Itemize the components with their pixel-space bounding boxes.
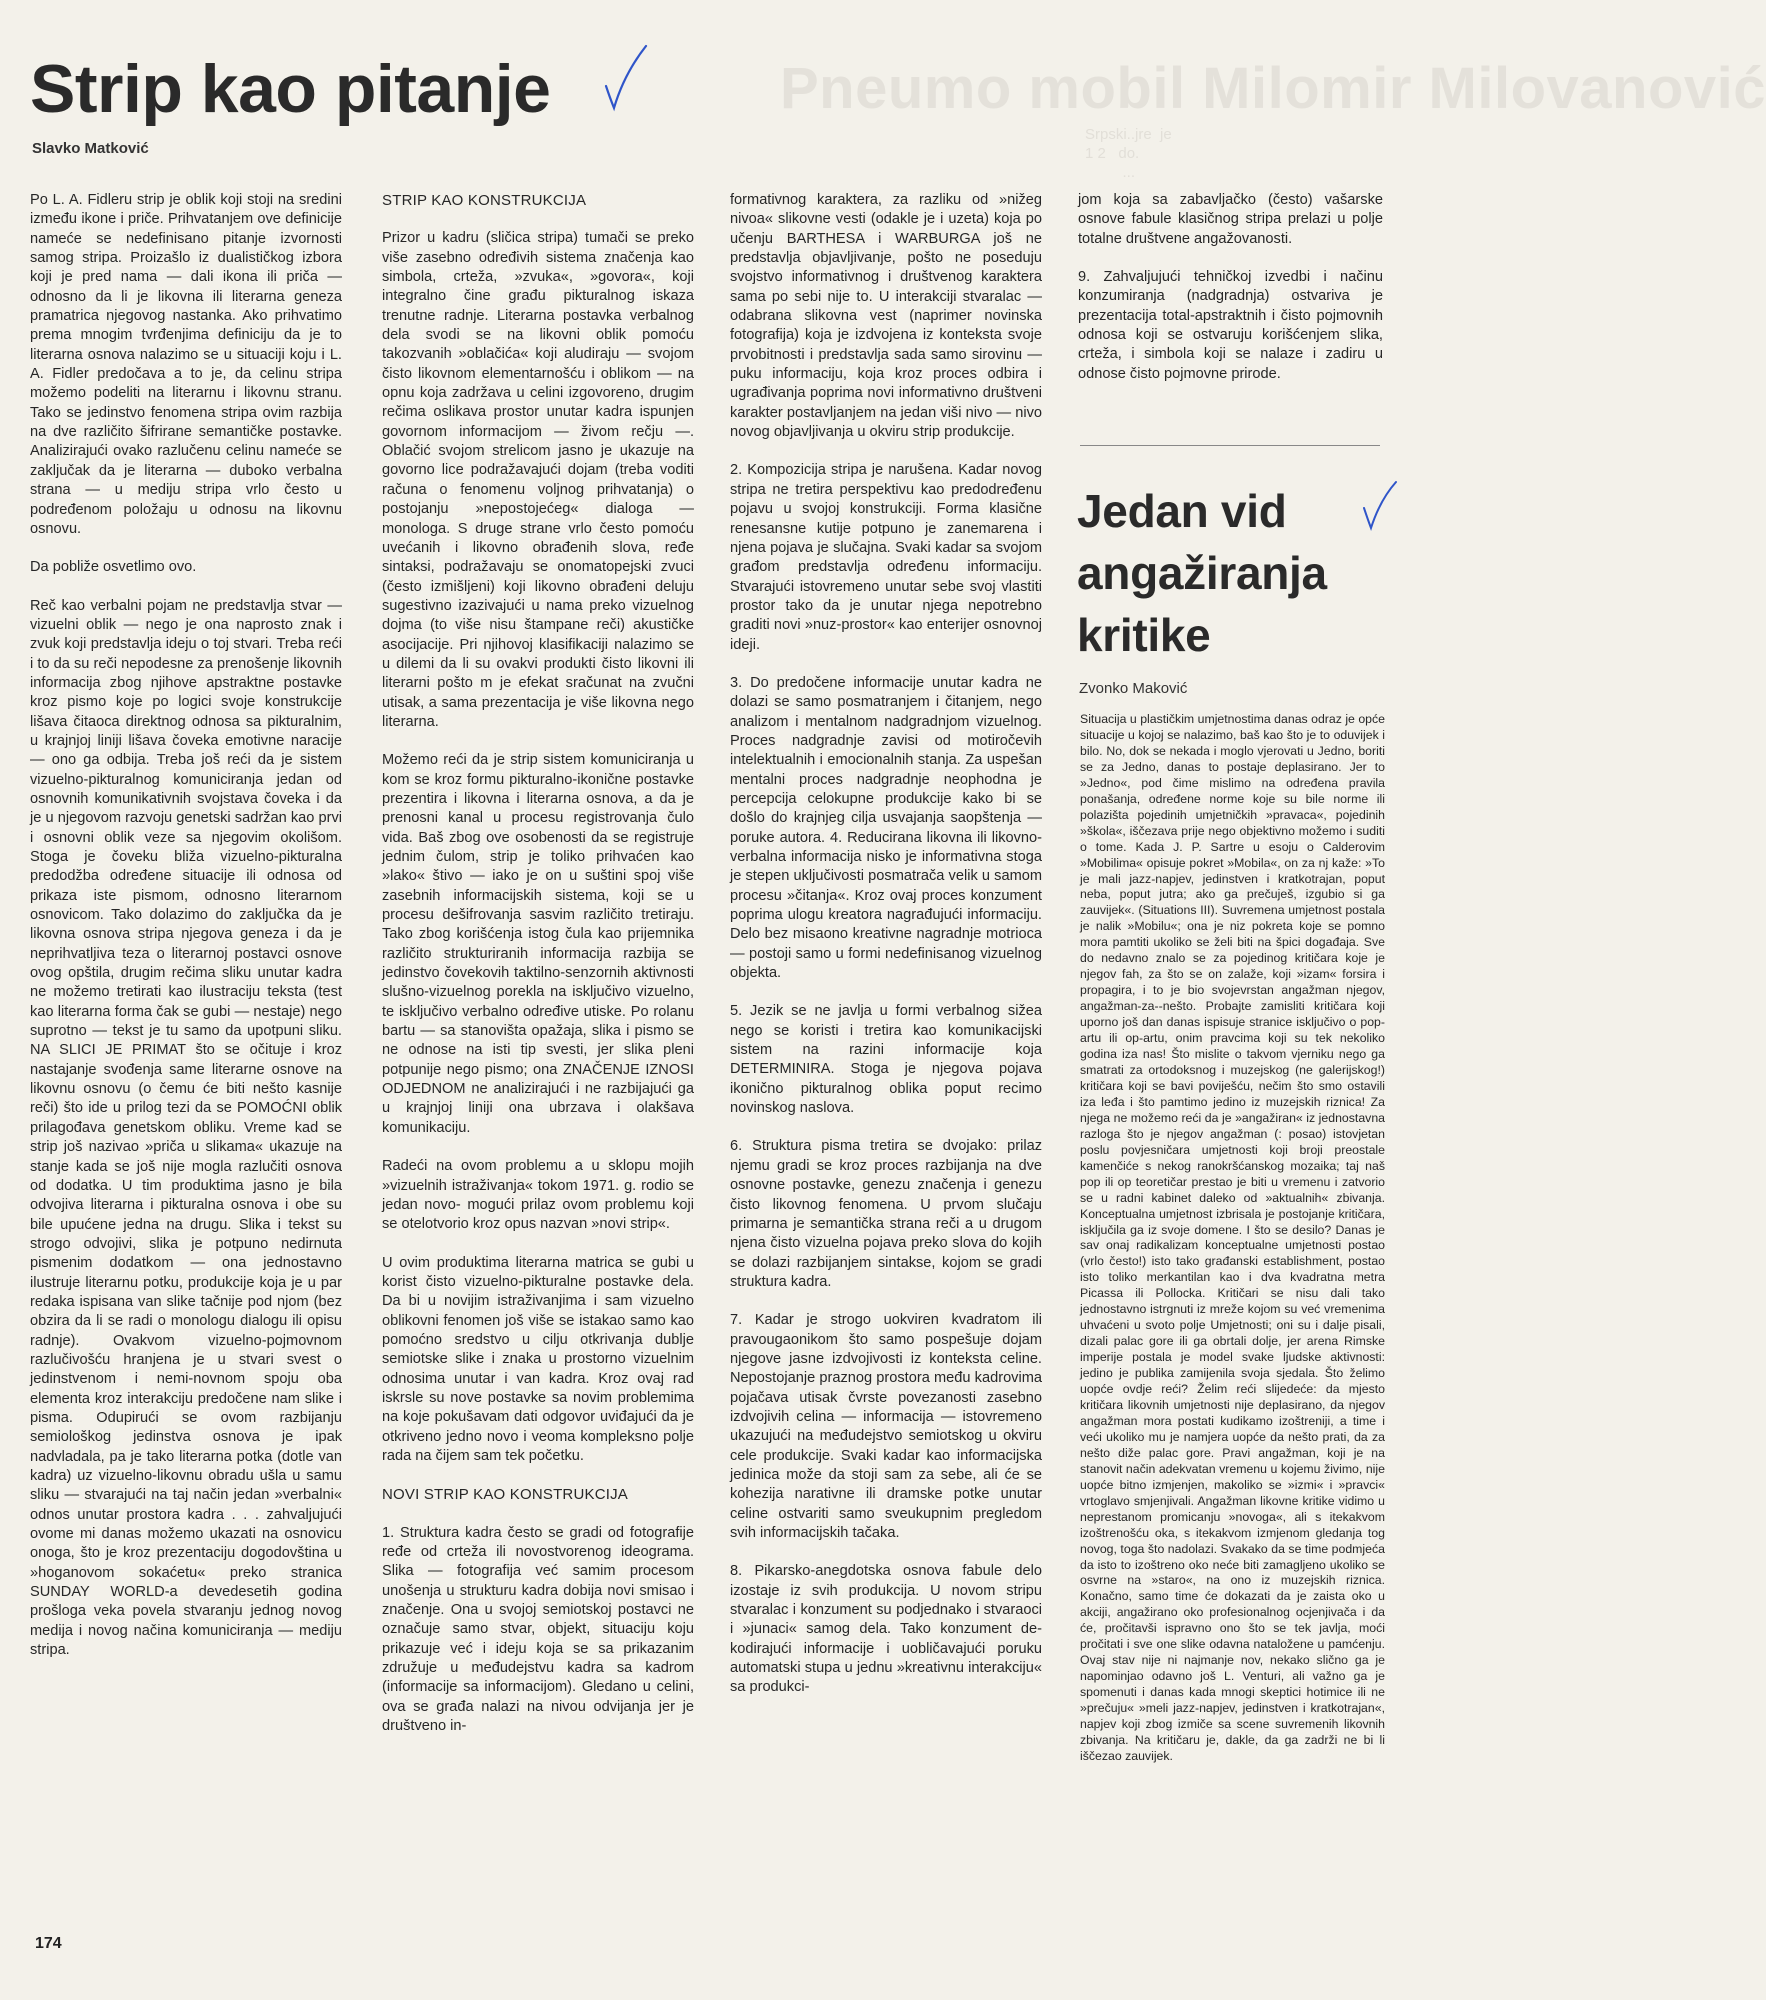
paragraph: 1. Struktura kadra često se gradi od fotografije ređe od crteža ili novostvorenog ideograma. Slika — fotografija već samim procesom unošenja u strukturu kadra dobija novi smisao i značenje. Ona u svojoj semiotskoj postavci ne označuje samo stvar, objekt, situaciju koju prikazuje već i ideju koja se sa prikazanim združuje u međudejstvu kadra sa kadrom (informacije sa informacijom). Gledano u celini, ova se građa nalazi na nivou odvijanja jer je društveno in- [382,1524,694,1735]
paragraph: Radeći na ovom problemu a u sklopu mojih »vizuelnih istraživanja« tokom 1971. g. rodio se jedan novo- mogući prilaz ovom problemu koji se otelotvorio kroz opus nazvan »novi strip«. [382,1158,694,1233]
checkmark-icon [602,42,650,114]
article2-title: Jedan vid angažiranja kritike [1077,485,1327,661]
paragraph: 2. Kompozicija stripa je narušena. Kadar novog stripa ne tretira perspektivu kao predodređenu pojavu u svojoj konstrukciji. Forma klasične renesansne kutije potpuno je zanemarena i njena pojava je slučajna. Svaki kadar sa svojom građom predstavlja određenu informaciju. Stvarajući istovremeno unutar sebe svoj vlastiti prostor tako da je unutar njega nepotrebno graditi novi »nuz-prostor« kao enterijer osnovnoj ideji. [730,462,1042,653]
article-column-4 [1078,191,1383,403]
section-divider [1080,445,1380,446]
paragraph: U ovim produktima literarna matrica se gubi u korist čisto vizuelno-pikturalne postavke dela. Da bi u novijim istraživanjima i sam vizuelno oblikovni fenomen još više se istakao samo kao pomoćno sredstvo u cilju otkrivanja dublje semiotske slike i znaka u prostorno vizuelnim odnosima unutar i van kadra. Kroz ovaj rad iskrsle su nove postavke sa novim problemima na koje pokušavam dati odgovor uviđajući da je otkriveno jedno novo i veoma kompleksno polje rada na čijem sam tek početku. [382,1254,694,1464]
article2-body [1080,712,1385,1765]
bleed-through-text: Srpski..jre je 1 2 do. ... [1085,126,1172,181]
paragraph: 8. Pikarsko-anegdotska osnova fabule delo izostaje iz svih produkcija. U novom stripu stvaralac i konzument su podjednako i stvaraoci i »junaci« samog dela. Tako konzument de-kodirajući informacije i uobličavajući poruku automatski stupa u jednu »kreativnu interakciju« sa produkci- [730,1563,1042,1696]
paragraph: Možemo reći da je strip sistem komuniciranja u kom se kroz formu pikturalno-ikoničnе postavke prezentira i likovna i literarna osnova, a da je prenosni kanal u procesu registrovanja čulo vida. Baš zbog ove osobenosti da se registruje jednim čulom, strip je toliko prihvaćen kao »lako« štivo — iako je on u suštini spoj više zasebnih informacijskih sistema, koji se u procesu dešifrovanja sasvim različito tretiraju. Tako zbog korišćenja istog čula kao prijemnika različito strukturiranih informacija razbija se jedinstvo čovekovih taktilno-senzornih aktivnosti slušno-vizuelnog porekla na isključivo vizuelno, te isključivo verbalno određive utiske. Po rolanu bartu — sa stanovišta opažaja, slika i pismo se ne odnose na isti tip svesti, jer slika pleni potpunije nego pismo; ona ZNAČENJE IZNOSI ODJEDNOM ne analizirajući i ne razbijajući ga u krajnjoj liniji ona ubrzava i olakšava komunikaciju. [382,752,694,1136]
article-author: Slavko Matković [32,140,149,157]
article-column-1 [30,191,342,1679]
section-heading: STRIP KAO KONSTRUKCIJA [382,192,587,209]
paragraph: 5. Jezik se ne javlja u formi verbalnog sižea nego se koristi i tretira kao komunikacijski sistem na razini informacije koja DETERMINIRA. Stoga je njegova pojava ikonično pikturalnog oblika poput recimo novinskog naslova. [730,1003,1042,1117]
article-title: Strip kao pitanje [30,51,551,127]
paragraph: formativnog karaktera, za razliku od »nižeg nivoa« slikovne vesti (odakle je i uzeta) koja po učenju BARTHESA i WARBURGA još ne predstavlja objavljivanje, pošto ne poseduju svojstvo informativnog i društvenog karaktera sama po sebi nije to. U interakciji stvaralac — odabrana slikovna vest (naprimer novinska fotografija) koja je izdvojena iz konteksta svoje prvobitnosti i predstavlja sada samo sirovinu — puku informaciju, koja kroz proces odbira i ugrađivanja poprima novi informativno društveni karakter postavljanjem na jedan viši nivo — nivo novog objavljivanja u okviru strip produkcije. [730,192,1042,441]
article-column-3 [730,191,1042,1717]
section-heading: NOVI STRIP KAO KONSTRUKCIJA [382,1486,629,1504]
paragraph: 6. Struktura pisma tretira se dvojako: prilaz njemu gradi se kroz proces razbijanja na dve osnovne postavke, genezu značenja i genezu čisto likovnog fenomena. U prvom slučaju primarna je semantička strana reči a u drugom njena čisto vizuelna pojava preko slova do kojih se dolazi razbijanjem sintakse, kojom se gradi struktura kadra. [730,1138,1042,1290]
paragraph: jom koja sa zabavljačko (često) vašarske osnove fabule klasičnog stripa prelazi u polje totalne društvene angažovanosti. [1078,192,1383,247]
article-column-2 [382,191,694,1755]
paragraph: Da pobliže osvetlimo ovo. [30,559,197,576]
paragraph: Reč kao verbalni pojam ne predstavlja stvar — vizuelni oblik — nego je ona naprosto znak i zvuk koji predstavlja ideju o toj stvari. Treba reći i to da su reči nepodesne za prenošenje likovnih informacija zbog njihove apstraktne postavke kroz pismo koje po logici svoje konstrukcije lišava čitaoca direktnog odnosa sa pikturalnim, u krajnjoj liniji lišava čoveka emotivne naracije — ono ga odbija. Treba još reći da je sistem vizuelno-pikturalnog komuniciranja jedan od osnovnih komunikativnih svojstava čoveka i da je u njegovom razvoju genetski sadržan kao prvi i osnovni oblik veze sa njegovim okolišom. Stoga je čoveku bliža vizuelno-pikturalna predodžba određene situacije ili odnosa od prikaza iste pismom, odnosno literarnom osnovicom. Tako dolazimo do zaključka da je likovna osnova stripa njegova geneza i da je neprihvatljiva teza o literarnoj postavci osnove ovog opštila, drugim rečima sliku unutar kadra ne možemo tretirati kao ilustraciju teksta (test kao literarna forma čak se gubi — nestaje) nego suprotno — tekst je tu samo da upotpuni sliku. NA SLICI JE PRIMAT što se očituje i kroz nastajanje svođenja same literarne osnove na likovnu osnovu (o čemu će biti nešto kasnije reči) što ide u prilog tezi da se POMOĆNI oblik prilagođava genetskom obliku. Vreme kad se strip još nazivao »priča u slikama« ukazuje na stanje kada se još nije mogla razlučiti osnova od dodatka. U tim produktima jasno je bila odvojiva literarna i pikturalna osnova i obe su bile upućene jedna na drugu. Slika i tekst su strogo odvojivi, slika je potpuno nedirnuta pismenim dodatkom — ona jednostavno ilustruje literarnu potku, produkcije koja je u par redaka ispisana van slike tačnije pod njom (bez obzira da li se radi o monologu dialogu ili opisu radnje). Ovakvom vizuelno-pojmovnom razlučivošću hranjena je u stvari svest o jedinstvenom i nemi-novnom spoju oba elementa kroz interakciju predočene nam slike i pisma. Odupirući se ovom razbijanju semiološkog jedinstva osnova je ipak nadvladala, pa je tako literarna potka (dotle van kadra) uz vizuelno-likovnu obradu ušla u samu sliku — stvarajući na taj način jedan »verbalni« odnos unutar prostora kadra . . . zahvaljujući ovome mi danas možemo ukazati na osnovicu onoga, što je kroz prezentaciju dogodovština u »hoganovom sokaćetu« preko stranica SUNDAY WORLD-a devedesetih godina prošloga veka povela stvaranju jednog novog medija i novog načina komuniciranja — mediju stripa. [30,597,342,1659]
paragraph: Po L. A. Fidleru strip je oblik koji stoji na sredini između ikone i priče. Prihvatanjem ove definicije nameće se nedefinisano pitanje izvornosti samog stripa. Proizašlo iz dualističkog izbora koji je pred nama — dali ikona ili priča — odnosno da li je likovna ili literarna geneza pramatrica njegovog nastanka. Ako prihvatimo premа mnogim tvrđenjima definiciju da je to literarna osnova nalazimo se u situaciji koju i L. A. Fidler predočava a to je, da celinu stripa možemo podeliti na literarnu i likovnu stranu. Tako se jedinstvo fenomena stripa ovim razbija na dve različito šifrirane semantičke postavke. Analizirajući ovako razlučenu celinu nameće se zaključak da je literarna — duboko verbalna strana — u mediju stripa vrlo često u podređenom položaju u odnosu na likovnu osnovu. [30,192,342,537]
paragraph: 9. Zahvaljujući tehničkoj izvedbi i načinu konzumiranja (nadgradnja) ostvariva je prezentacija total-apstraktnih i čisto pojmovnih odnosa koji se ostvaruju korišćenjem slika, crteža, i simbola koji se nalaze i zadiru u odnose čisto pojmovne prirode. [1078,269,1383,382]
checkmark-icon [1360,478,1400,534]
paragraph: 3. Do predočene informacije unutar kadra ne dolazi se samo posmatranjem i čitanjem, nego analizom i mentalnom nadgradnjom vizuelnog. Proces nadgradnje zavisi od motiročevih intelektualnih i emocionalnih stanja. Za uspešan mentalni proces nadgradnje neophodna je percepcija celokupne produkcije kako bi se došlo do krajnjeg cilja usvajanja saopštenja — poruke autora. 4. Reducirana likovna ili likovno-verbalna informacija nisko je informativna stoga je stepen uključivosti posmatrača velik u samom procesu »čitanja«. Kroz ovaj proces konzument poprima ulogu kreatora nagrađujući informaciju. Delo bez misaono kreativne nagradnje motrioca — postoji samo u formi nedefinisanog vizuelnog objekta. [730,674,1042,982]
paragraph: Prizor u kadru (sličica stripa) tumači se preko više zasebno određivih sistema značenja kao simbola, crteža, »zvuka«, »govora«, koji integralno čine građu pikturalnog iskaza trenutne radnje. Literarna postavka verbalnog dela svodi se na likovni oblik pomoću takozvanih »oblačića« koji aludiraju — svojom čisto likovnom elementarnošću i oblikom — na opnu koja zadržava u celini izgovoreno, drugim rečima oslikava prostor unutar kadra ispunjen govornom informacijom — živom rečju —. Oblačić svojom strelicom jasno je ukazuje na govorno lice podražavajući dojam (treba voditi računa o fenomenu voljnog prihvatanja) o postojanju »nepostojećeg« dialoga — monologa. S druge strane vrlo često pomoću uvećanih i likovno obrađenih slova, ređe sintaksi, podražavaju se onomatopejski zvuci (često izmišljeni) koji likovno obrađeni deluju sugestivno izazivajući u nama preko vizuelnog dojma (to više nisu štampane reči) akustičke asocijacije. Pri njihovoj klasifikaciji nalazimo se u dilemi da li su ovakvi produkti čisto likovni ili literarni pošto m je efekat sračunat na zvučni utisak, a sama prezentacija je više likovna nego literarna. [382,230,694,730]
bleed-through-title: Pneumo mobil Milomir Milovanović [780,56,1766,121]
page-number: 174 [35,1935,62,1952]
paragraph: Situacija u plastičkim umjetnostima danas odraz je opće situacije u kojoj se nalazimo, baš kao što je to oduvijek i bilo. No, dok se nekada i moglo vjerovati u Jedno, boriti se za Jedno, danas to postaje deplasirano. Jer to »Jedno«, pod čime mislimo na određena pravila ponašanja, određene norme koje su bile norme ili polazišta pojedinih umjetničkih »pravaca«, pojedinih »škola«, iščezava prije nego objektivno možemo i suditi o tome. Kada J. P. Sartre u esoju o Calderovim »Mobilima« opisuje pokret »Mobila«, on za nj kaže: »To je mali jazz-napjev, jedinstven i kratkotrajan, poput neba, poput jutra; ako ga prečuješ, izgubio si ga zauvijek«. (Situations III). Suvremena umjetnost postala je nalik »Mobilu«; ona je niz pokreta koje se pomno mora pamtiti ukoliko se želi biti na špici događaja. Sve do nedavno znalo se za pojedinog kritičara koje je njegov fah, za što se on zalaže, koji »izam« forsira i propagira, i to je bio svojevrstan angažman njegov, angažman-za--nešto. Probajte zamisliti kritičara koji uporno još dan danas ispisuje stranice isključivo o pop-artu ili op-artu, onim pravcima koji su tek nekoliko godina iza nas! Što mislite o takvom vjerniku nego ga smatrati za ortodoksnog i muzejskog (ne galerijskog!) kritičara koji se bavi poviješću, nečim što smo ostavili iza leđa i što pamtimo jedino iz muzejskih riznica! Za njega ne možemo reći da je »angažiran« iz jednostavna razloga što je njegov angažman (: posao) istovjetan poslu povjesničara umjetnosti koji broji preostale kamenčiće s nekog ranokršćanskog mozaika; taj naš pop ili op teoretičar prestao je biti u vremenu i zatvorio se u radni kabinet daleko od »aktualnih« zbivanja. Konceptualna umjetnost izbrisala je postojanje kritičara, isključila ga iz svoje domene. I što se desilo? Danas je sav onaj radikalizam konceptualne umjetnosti postao (vrlo često!) isto tako građanski establishment, postao isto toliko merkantilan kao i dva kvadratna metra Picassa ili Pollocka. Kritičari se nisu dali tako jednostavno istrgnuti iz mreže kojom su već vremenima uhvaćeni u svoto polje Umjetnosti; oni su i dalje pisali, dizali palac gore ili ga obrtali dolje, jer arena Rimske imperije postala je model svake ljudske aktivnosti: jedino je publika zamijenila svoja sjedala. Što želimo uopće ovdje reći? Želim reći slijedeće: da mjesto kritičara likovnih umjetnosti nije deplasirano, da njegov angažman mora postati kudikamo izoštreniji, a time i veći ukoliko mu je namjera uopće da nešto prati, da za nešto diže palac gore. Pravi angažman, koji je na stanovit način adekvatan vremenu u kojemu živimo, nije uopće bitno izmjenjen, makoliko se »izmi« i »pravci« vrtoglavo smjenjivali. Angažman likovne kritike vidimo u neprestanom promicanju »novoga«, ali s itekakvom izoštrenošću oka, s itekakvom izmjenom gledanja tog novog, toga što nadolazi. Svakako da se time podmjeća da isto to izoštreno oko neće biti zamagljeno ukoliko se osvrne na »staro«, na ono iz muzejskih riznica. Konačno, samo time će dokazati da je zaista oko u akciji, angažirano oko profesionalnog ocjenjivača i da će, pročitavši ispravno ono što se tek javlja, moći pročitati i sve one slike odavna nataložene u pamćenju. Ovaj stav nije ni najmanje nov, nekako slično ga je napominjao odavno još L. Venturi, ali važno ga je spomenuti i danas kada mnogi skeptici hotimice ili ne »prečuju« »meli jazz-napjev, jedinstven i kratkotrajan«, napjev koji zbog izmiče sa scene suvremenih likovnih zbivanja. Na kritičaru je, dakle, da ga zadrži ne bi li iščezao zauvijek. [1080,712,1385,1763]
article2-author: Zvonko Maković [1079,680,1188,697]
paragraph: 7. Kadar je strogo uokviren kvadratom ili pravougaonikom što samo pospešuje dojam njegove jasne izdvojivosti iz konteksta celine. Nepostojanje praznog prostora među kadrovima pojačava utisak čvrste povezanosti zasebno izdvojivih celina — informacija — istovremeno ukazujući na međudejstvo semiotskog u okviru cele produkcije. Svaki kadar kao informacijska jedinica može da stoji sam za sebe, ali će se kohezija narativne ili dramske potke unutar celine ostvariti samo sveukupnim pregledom svih informacijskih tačaka. [730,1312,1042,1541]
